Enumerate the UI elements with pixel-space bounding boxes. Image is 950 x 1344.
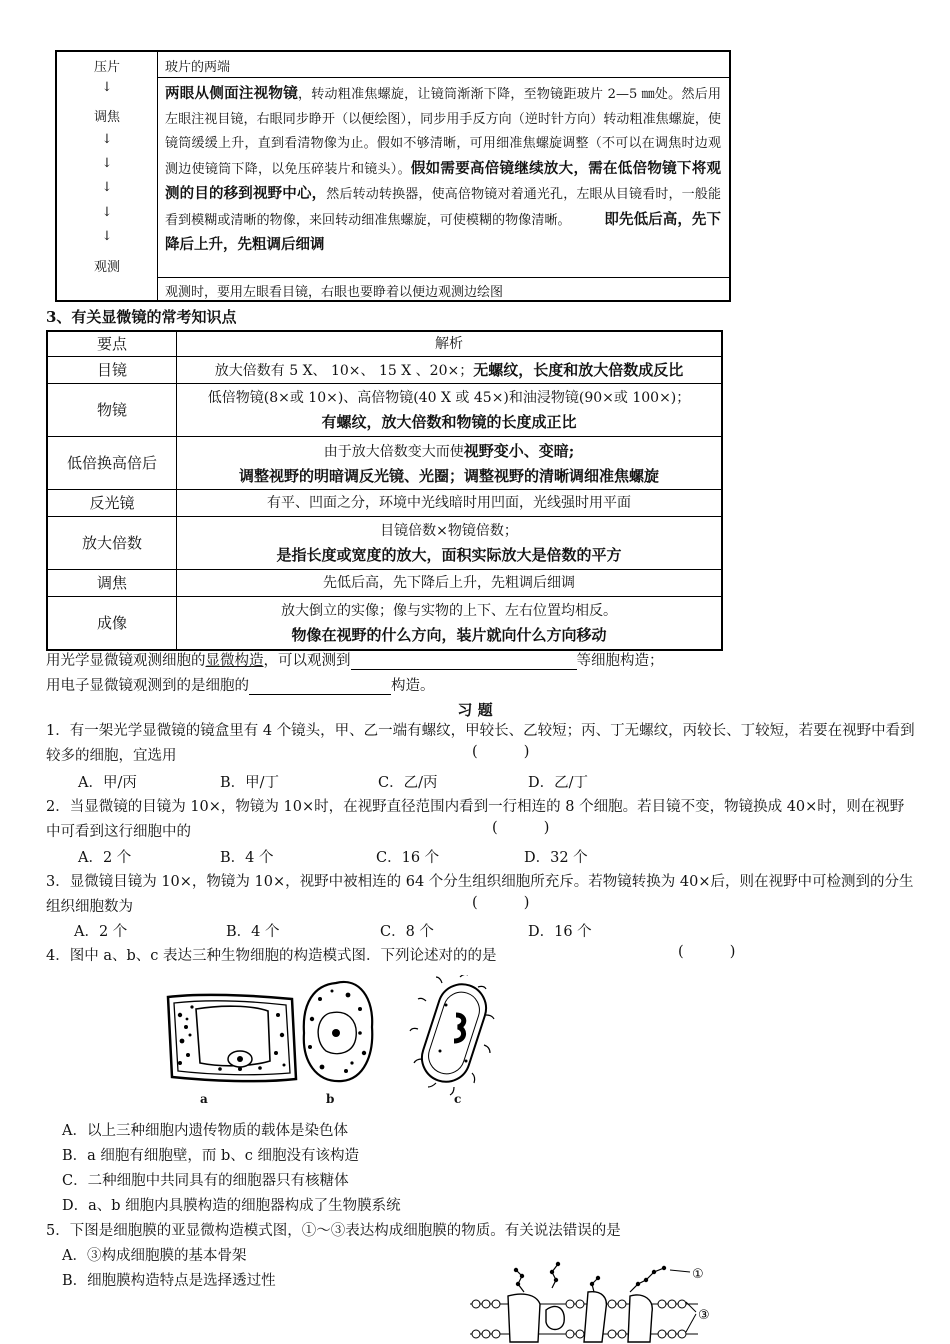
table-row [47,570,722,597]
row-key: 反光镜 [47,490,177,517]
row-key: 物镜 [47,384,177,437]
table-row [47,490,722,517]
knowledge-table [46,330,723,651]
procedure-steps [57,52,158,300]
text: 放大倒立的实像；像与实物的上下、左右位置均相反。 [281,603,617,619]
answer-paren: ( ) [492,820,550,836]
q5-option-a[interactable]: A．③构成细胞膜的基本骨架 [62,1248,247,1264]
option-d[interactable]: D．乙/丁 [528,775,589,791]
q5-option-b[interactable]: B．细胞膜构造特点是选择透过性 [62,1273,276,1289]
row-key: 放大倍数 [47,517,177,570]
option-b[interactable]: B．4 个 [220,850,274,866]
text: 低倍物镜(8×或 10×)、高倍物镜(40 X 或 45×)和油浸物镜(90×或 100×)； [207,390,691,406]
membrane-label-1: ① [692,1267,704,1282]
text: 目镜倍数×物镜倍数； [380,523,518,539]
text: 由于放大倍数变大而使 [323,443,464,460]
step-label: 压片 [93,60,120,75]
answer-blank[interactable] [351,653,577,670]
underlined-text: 显微构造 [205,653,264,669]
option-c[interactable]: C．乙/丙 [378,775,438,791]
table-row [47,597,722,651]
procedure-row-2 [157,78,729,278]
membrane-figure [462,1252,722,1344]
step-arrow: ↓ [101,180,113,195]
step-arrow: ↓ [101,80,113,95]
fill-blank-1 [46,649,664,670]
answer-blank[interactable] [249,678,391,695]
question-5: 5．下图是细胞膜的亚显微构造模式图，①～③表达构成细胞膜的物质。有关说法错误的是 [46,1223,621,1239]
q4-option-b[interactable]: B．a 细胞有细胞壁，而 b、c 细胞没有该构造 [62,1148,360,1164]
step-label: 调焦 [93,110,120,125]
option-a[interactable]: A．甲/丙 [78,775,137,791]
exercise-title: 习 题 [457,701,493,719]
step-arrow: ↓ [101,205,113,220]
option-b[interactable]: B．甲/丁 [220,775,280,791]
option-d[interactable]: D．32 个 [524,850,588,866]
row-key: 低倍换高倍后 [47,437,177,490]
bold-text: 调整视野的明暗调反光镜、光圈；调整视野的清晰调细准焦螺旋 [238,466,659,485]
table-row [47,437,722,490]
figure-label-b: b [326,1092,335,1106]
question-text: 2．当显微镜的目镜为 10×，物镜为 10×时，在视野直径范围内看到一行相连的 8 个细胞。若目镜不变，物镜换成 40×时，则在视野中可看到这行细胞中的 [46,799,905,840]
text: 构造。 [391,678,435,694]
fill-blank-2 [46,674,435,695]
option-b[interactable]: B．4 个 [226,924,280,940]
option-c[interactable]: C．8 个 [380,924,434,940]
answer-paren: ( ) [678,944,736,960]
bacterium-c [410,975,494,1095]
bold-text: 是指长度或宽度的放大，面积实际放大是倍数的平方 [276,546,622,564]
header-analysis: 解析 [177,331,723,357]
row-analysis: 先低后高，先下降后上升，先粗调后细调 [177,570,723,597]
question-text: 3．显微镜目镜为 10×，物镜为 10×，视野中被相连的 64 个分生组织细胞所充斥。若物镜转换为 40×后，则在视野中可检测到的分生组织细胞数为 [46,874,914,915]
option-c[interactable]: C．16 个 [376,850,440,866]
q4-option-d[interactable]: D．a、b 细胞内具膜构造的细胞器构成了生物膜系统 [62,1198,401,1214]
header-key: 要点 [47,331,177,357]
row-analysis [177,384,723,437]
bold-text: 假如需要高倍镜继续放大，需在低倍物镜下将观测的目的移到视野中心， [165,159,721,202]
bold-text: 视野变小、变暗; [463,441,575,460]
row-analysis [177,357,723,384]
bold-text: 即先低后高，先下降后上升，先粗调后细调 [165,210,722,253]
question-text: 1．有一架光学显微镜的镜盒里有 4 个镜头，甲、乙一端有螺纹，甲较长、乙较短；丙、丁无螺纹，丙较长、丁较短，若要在视野中看到较多的细胞，宜选用 [46,723,915,764]
option-a[interactable]: A．2 个 [78,850,132,866]
text: 等细胞构造； [576,653,664,669]
figure-label-a: a [200,1092,208,1106]
text: 放大倍数有 5 X、 10×、 15 X 、20×； [214,362,474,379]
row-key: 成像 [47,597,177,651]
bold-text: 无螺纹，长度和放大倍数成反比 [473,360,684,379]
row-analysis: 有平、凹面之分，环境中光线暗时用凹面，光线强时用平面 [177,490,723,517]
plant-cell-a [168,995,296,1081]
question-2 [46,795,916,845]
step-label: 观测 [93,260,120,275]
animal-cell-b [304,982,372,1081]
bold-text: 物像在视野的什么方向，装片就向什么方向移动 [291,626,607,644]
row-analysis [177,437,723,490]
body-text: 然后转动转换器，使高倍物镜对着通光孔，左眼从目镜看时，一般能看到模糊或清晰的物像，来回转动细准焦螺旋，可使模糊的物像清晰。 [165,187,721,228]
q4-option-c[interactable]: C．二种细胞中共同具有的细胞器只有核糖体 [62,1173,349,1189]
answer-paren: ( ) [472,744,530,760]
step-arrow: ↓ [101,229,113,244]
text: ，可以观测到 [263,653,351,669]
body-text: ，转动粗准焦螺旋，让镜筒渐渐下降，至物镜距玻片 2—5 ㎜处。然后用左眼注视目镜，右眼同步睁开（以便绘图），同步用手反方向（逆时针方向）转动粗准焦螺旋，使镜筒缓缓上升，直到看清物像为止。假如不够清晰，可用细准焦螺旋调整（不可以在调焦时边观测边使镜筒下降，以免压碎装片和镜头）。 [165,87,721,177]
step-arrow: ↓ [101,156,113,171]
row-analysis [177,597,723,651]
text: 用电子显微镜观测到的是细胞的 [46,678,249,694]
q4-option-a[interactable]: A．以上三种细胞内遗传物质的载体是染色体 [62,1123,348,1139]
option-d[interactable]: D．16 个 [528,924,592,940]
table-row [47,357,722,384]
procedure-table [55,50,731,302]
question-4: 4．图中 a、b、c 表达三种生物细胞的构造模式图．下列论述对的的是 [46,948,497,964]
procedure-row-3: 观测时，要用左眼看目镜，右眼也要睁着以便边观测边绘图 [165,285,504,300]
membrane-label-3: ③ [698,1308,710,1323]
text: 用光学显微镜观测细胞的 [46,653,206,669]
step-arrow: ↓ [101,132,113,147]
table-header [47,331,722,357]
row-analysis [177,517,723,570]
procedure-row-1: 玻片的两端 [157,52,729,78]
procedure-details [157,52,729,300]
row-key: 目镜 [47,357,177,384]
option-a[interactable]: A．2 个 [74,924,128,940]
answer-paren: ( ) [472,895,530,911]
bold-text: 有螺纹，放大倍数和物镜的长度成正比 [321,413,577,431]
section-title: 3、有关显微镜的常考知识点 [46,308,237,326]
cells-figure [160,975,520,1115]
bold-text: 两眼从侧面注视物镜 [165,85,298,102]
figure-label-c: c [454,1092,462,1106]
row-key: 调焦 [47,570,177,597]
table-row [47,517,722,570]
table-row [47,384,722,437]
